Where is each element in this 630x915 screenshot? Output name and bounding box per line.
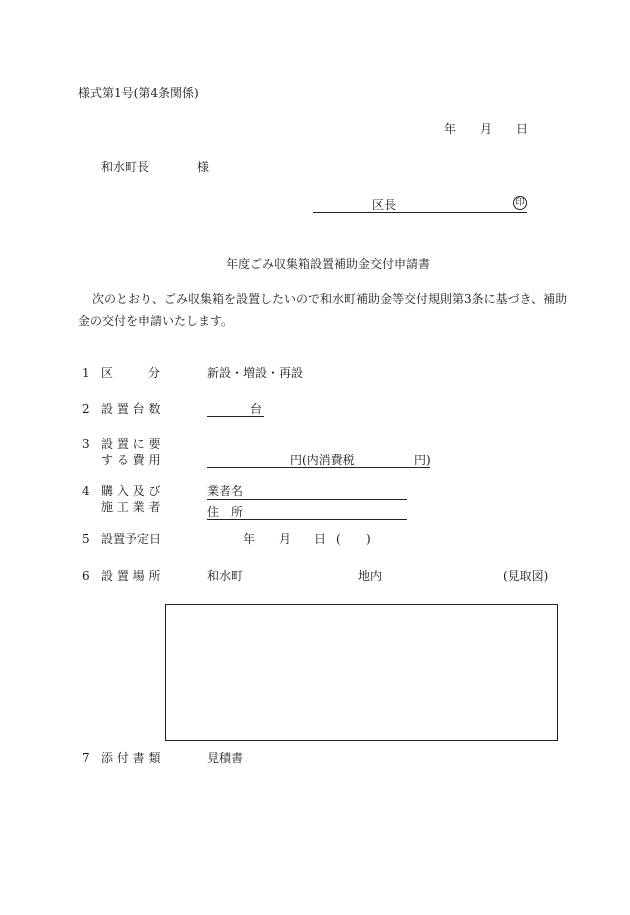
form-number: 様式第1号(第4条関係) [78,86,199,100]
item-4-address-field[interactable] [207,519,407,520]
item-1-label-a: 区 [101,366,114,380]
item-6-town: 和水町 [207,569,244,583]
seal-mark: 印 [513,196,527,210]
item-2-number: 2 [82,402,90,416]
item-4-address-label: 住 所 [207,505,244,519]
item-4-label-line-1: 購 入 及 び [101,484,161,498]
item-5-number: 5 [82,532,90,546]
item-7-label: 添 付 書 類 [101,751,161,765]
item-5-paren-close: ) [366,532,371,546]
body-text-line-2: 金の交付を申請いたします。 [78,314,234,328]
date-month: 月 [480,122,493,136]
item-3-yen-end: 円) [414,453,431,467]
item-7-number: 7 [82,751,90,765]
item-4-vendor-field[interactable] [207,499,407,500]
item-3-yen-tax: 円(内消費税 [290,453,355,467]
item-3-number: 3 [82,437,90,451]
item-2-count-field[interactable] [207,402,264,417]
item-5-day: 日 [314,532,327,546]
item-1-number: 1 [82,366,90,380]
item-1-value: 新設・増設・再設 [207,366,304,380]
item-6-chinai: 地内 [358,569,383,583]
item-5-year: 年 [243,532,256,546]
item-5-label: 設置予定日 [101,532,162,546]
body-text-line-1: 次のとおり、ごみ収集箱を設置したいので和水町補助金等交付規則第3条に基づき、補助 [92,292,568,306]
addressee-name: 和水町長 [101,160,150,174]
document-title: 年度ごみ収集箱設置補助金交付申請書 [226,257,431,271]
item-2-unit: 台 [249,402,262,416]
date-year: 年 [444,122,457,136]
map-drawing-box[interactable] [165,604,558,741]
item-5-paren-open: ( [336,532,341,546]
item-7-value: 見積書 [207,751,244,765]
item-4-label-line-2: 施 工 業 者 [101,500,161,514]
applicant-title: 区長 [372,198,397,212]
date-day: 日 [516,122,529,136]
item-5-month: 月 [279,532,292,546]
item-3-label-line-2: す る 費 用 [101,453,161,467]
applicant-signature-line [313,212,527,213]
item-6-map-label: (見取図) [503,569,549,583]
item-6-number: 6 [82,569,90,583]
item-3-cost-field[interactable] [207,467,430,468]
item-4-vendor-label: 業者名 [207,484,244,498]
item-1-label-b: 分 [148,366,161,380]
item-2-label: 設 置 台 数 [101,402,161,416]
item-4-number: 4 [82,484,90,498]
item-3-label-line-1: 設 置 に 要 [101,437,161,451]
item-6-label: 設 置 場 所 [101,569,161,583]
addressee-honorific: 様 [197,160,210,174]
